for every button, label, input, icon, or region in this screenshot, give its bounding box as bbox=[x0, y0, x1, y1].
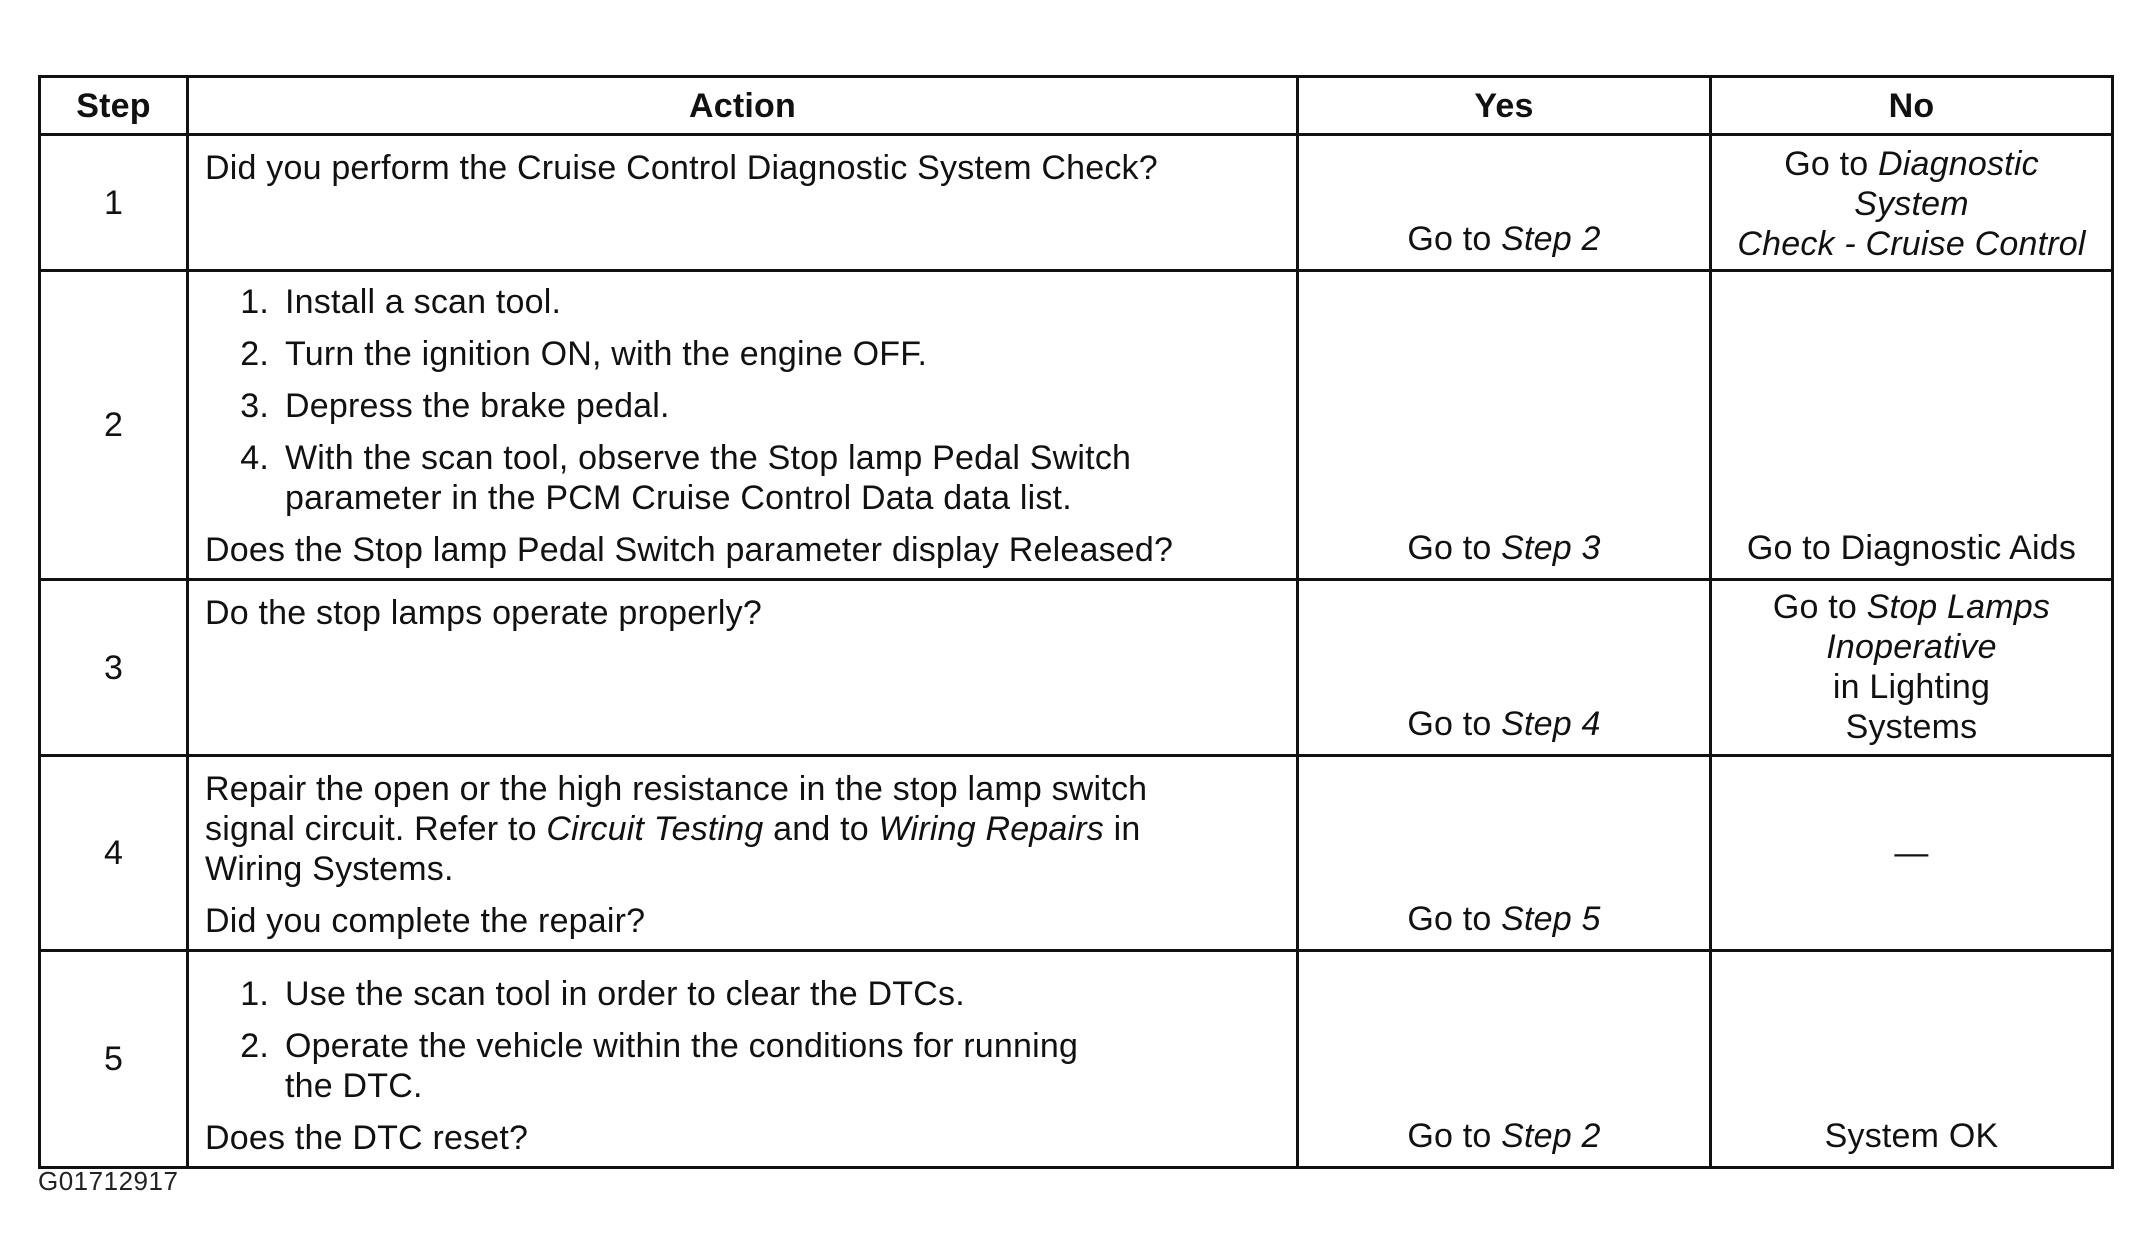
substep-text-line-2: the DTC. bbox=[285, 1067, 423, 1105]
substep-number: 2. bbox=[240, 1027, 269, 1065]
substep-number: 4. bbox=[240, 439, 269, 477]
yes-step-link[interactable]: Step 3 bbox=[1501, 529, 1601, 567]
step-number: 2 bbox=[40, 271, 188, 580]
figure-id: G01712917 bbox=[38, 1166, 179, 1196]
header-yes: Yes bbox=[1298, 77, 1711, 135]
no-cell bbox=[1711, 951, 2113, 1168]
yes-step-link[interactable]: Step 2 bbox=[1501, 1117, 1601, 1155]
substep-text-line-2: parameter in the PCM Cruise Control Data data list. bbox=[285, 479, 1072, 517]
substep-number: 1. bbox=[240, 975, 269, 1013]
substep-text bbox=[285, 438, 1282, 518]
yes-step-link[interactable]: Step 5 bbox=[1501, 900, 1601, 938]
yes-step-link[interactable]: Step 2 bbox=[1501, 220, 1601, 258]
yes-instruction bbox=[1299, 1116, 1709, 1156]
no-instruction: — bbox=[1894, 834, 1929, 872]
yes-prefix: Go to bbox=[1407, 529, 1502, 567]
action-cell bbox=[188, 951, 1298, 1168]
no-prefix: Go to bbox=[1772, 588, 1867, 626]
table-row-step-3 bbox=[40, 580, 2113, 756]
yes-cell bbox=[1298, 580, 1711, 756]
yes-cell bbox=[1298, 271, 1711, 580]
no-instruction bbox=[1712, 136, 2111, 264]
yes-cell bbox=[1298, 135, 1711, 271]
yes-prefix: Go to bbox=[1407, 1117, 1502, 1155]
yes-cell bbox=[1298, 951, 1711, 1168]
step-number: 5 bbox=[40, 951, 188, 1168]
action-paragraph-line-1: Repair the open or the high resistance in the stop lamp switch bbox=[205, 770, 1148, 808]
substep-list bbox=[205, 974, 1282, 1106]
paragraph-text: in bbox=[1104, 810, 1141, 848]
yes-instruction bbox=[1299, 528, 1709, 568]
yes-prefix: Go to bbox=[1407, 900, 1502, 938]
substep-text-line-1: With the scan tool, observe the Stop lamp Pedal Switch bbox=[285, 439, 1132, 477]
action-text: Do the stop lamps operate properly? bbox=[205, 594, 762, 632]
header-step: Step bbox=[40, 77, 188, 135]
action-paragraph-line-2 bbox=[205, 809, 1282, 849]
list-item bbox=[205, 334, 1282, 374]
no-line-3: in Lighting bbox=[1832, 668, 1991, 706]
yes-instruction bbox=[1299, 219, 1709, 259]
step-number: 4 bbox=[40, 756, 188, 951]
no-prefix: Go to bbox=[1784, 145, 1879, 183]
yes-prefix: Go to bbox=[1407, 705, 1502, 743]
action-paragraph bbox=[205, 769, 1282, 889]
table-row-step-2 bbox=[40, 271, 2113, 580]
no-link-part-1[interactable]: Diagnostic bbox=[1878, 145, 2039, 183]
header-action: Action bbox=[188, 77, 1298, 135]
list-item bbox=[205, 282, 1282, 322]
table-row-step-4 bbox=[40, 756, 2113, 951]
circuit-testing-link[interactable]: Circuit Testing bbox=[546, 810, 764, 848]
substep-text: Use the scan tool in order to clear the DTCs. bbox=[285, 975, 965, 1013]
step-number: 1 bbox=[40, 135, 188, 271]
no-link-part-3[interactable]: Check - Cruise Control bbox=[1737, 225, 2086, 263]
action-cell bbox=[188, 135, 1298, 271]
list-item bbox=[205, 974, 1282, 1014]
paragraph-text: and to bbox=[763, 810, 879, 848]
action-cell bbox=[188, 271, 1298, 580]
list-item bbox=[205, 438, 1282, 518]
table-row-step-5 bbox=[40, 951, 2113, 1168]
diagnostic-table-wrapper bbox=[38, 75, 2111, 1169]
substep-list bbox=[205, 282, 1282, 518]
action-question: Does the Stop lamp Pedal Switch parameter display Released? bbox=[205, 531, 1174, 569]
list-item bbox=[205, 386, 1282, 426]
list-item bbox=[205, 1026, 1282, 1106]
substep-text bbox=[285, 1026, 1282, 1106]
yes-instruction bbox=[1299, 899, 1709, 939]
substep-text: Install a scan tool. bbox=[285, 283, 562, 321]
no-instruction[interactable]: Go to Diagnostic Aids bbox=[1746, 529, 2077, 567]
no-link-part-2[interactable]: Inoperative bbox=[1826, 628, 1997, 666]
yes-cell bbox=[1298, 756, 1711, 951]
substep-number: 3. bbox=[240, 387, 269, 425]
yes-step-link[interactable]: Step 4 bbox=[1501, 705, 1601, 743]
no-cell bbox=[1711, 135, 2113, 271]
wiring-repairs-link[interactable]: Wiring Repairs bbox=[878, 810, 1105, 848]
no-link-part-2[interactable]: System bbox=[1854, 185, 1969, 223]
yes-prefix: Go to bbox=[1407, 220, 1502, 258]
no-cell bbox=[1711, 271, 2113, 580]
action-question: Did you complete the repair? bbox=[205, 902, 646, 940]
yes-instruction bbox=[1299, 704, 1709, 744]
no-instruction bbox=[1712, 581, 2111, 747]
no-cell bbox=[1711, 580, 2113, 756]
paragraph-text: signal circuit. Refer to bbox=[205, 810, 547, 848]
substep-text: Depress the brake pedal. bbox=[285, 387, 670, 425]
header-no: No bbox=[1711, 77, 2113, 135]
diagnostic-table bbox=[38, 75, 2114, 1169]
step-number: 3 bbox=[40, 580, 188, 756]
action-paragraph-line-3: Wiring Systems. bbox=[205, 850, 454, 888]
no-link-part-1[interactable]: Stop Lamps bbox=[1866, 588, 2051, 626]
no-instruction: System OK bbox=[1824, 1117, 1999, 1155]
action-cell bbox=[188, 756, 1298, 951]
substep-text: Turn the ignition ON, with the engine OFF. bbox=[285, 335, 928, 373]
no-cell bbox=[1711, 756, 2113, 951]
substep-text-line-1: Operate the vehicle within the conditions for running bbox=[285, 1027, 1079, 1065]
action-text: Did you perform the Cruise Control Diagnostic System Check? bbox=[205, 149, 1158, 187]
action-cell bbox=[188, 580, 1298, 756]
no-line-4: Systems bbox=[1845, 708, 1978, 746]
substep-number: 1. bbox=[240, 283, 269, 321]
substep-number: 2. bbox=[240, 335, 269, 373]
action-question: Does the DTC reset? bbox=[205, 1119, 529, 1157]
table-row-step-1 bbox=[40, 135, 2113, 271]
table-header-row bbox=[40, 77, 2113, 135]
